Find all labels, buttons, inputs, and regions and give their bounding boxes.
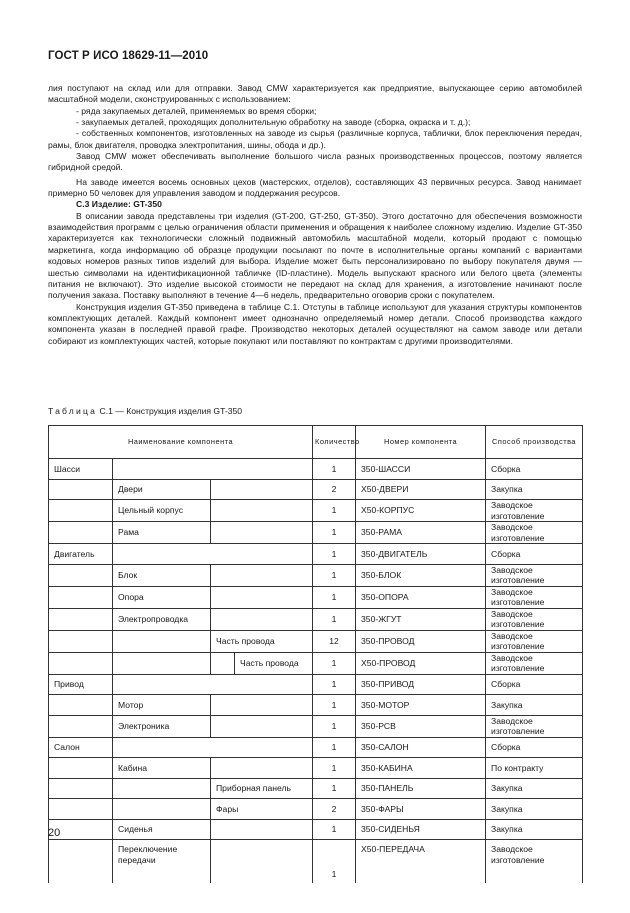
production-method-cell: Закупка [486, 799, 583, 820]
production-method-cell: Заводское изготовление [486, 652, 583, 674]
table-row [49, 564, 583, 586]
indent-cell [211, 758, 313, 779]
indent-cell [211, 715, 313, 737]
production-method-cell: Заводское изготовление [486, 586, 583, 608]
table-row [49, 674, 583, 695]
indent-cell [49, 758, 113, 779]
paragraph: лия поступают на склад или для отправки. Завод CMW характеризуется как предприятие, выпускающее серию автомобилей масштабной модели, сконструированных с использованием: [48, 83, 582, 105]
indent-cell [113, 652, 211, 674]
paragraph: Завод CMW может обеспечивать выполнение большого числа разных производственных процессов, поэтому является гибридной средой. [48, 151, 582, 173]
part-number-cell: 350-СИДЕНЬЯ [356, 819, 486, 840]
list-item: - ряда закупаемых деталей, применяемых во время сборки; [76, 105, 317, 116]
production-method-cell: Заводское изготовление [486, 608, 583, 630]
table-row [49, 500, 583, 522]
part-number-cell: 350-ЖГУТ [356, 608, 486, 630]
indent-cell [49, 652, 113, 674]
production-method-cell: Заводское изготовление [486, 522, 583, 544]
part-number-cell: 350-ПРИВОД [356, 674, 486, 695]
component-name: Блок [113, 564, 211, 586]
table-caption [48, 406, 242, 416]
table-row [49, 544, 583, 565]
production-method-cell: По контракту [486, 758, 583, 779]
list-item: - собственных компонентов, изготовленных на заводе из сырья (различные корпуса, таблички, блок переключения передач, рамы, блок двигателя, проводка электропитания, шины, обода и др.). [48, 128, 582, 150]
component-name: Мотор [113, 695, 211, 716]
indent-cell [49, 479, 113, 500]
indent-cell [211, 564, 313, 586]
part-number-cell: 350-ОПОРА [356, 586, 486, 608]
indent-cell [211, 819, 313, 840]
indent-cell [113, 630, 211, 652]
component-name: Электропроводка [113, 608, 211, 630]
indent-cell [211, 479, 313, 500]
indent-cell [49, 522, 113, 544]
component-name: Часть провода [235, 652, 313, 674]
production-method-cell: Сборка [486, 544, 583, 565]
part-number-cell: 350-ФАРЫ [356, 799, 486, 820]
paragraph: На заводе имеется восемь основных цехов (мастерских, отделов), составляющих 43 первичных ресурса. Завод нанимает примерно 50 человек для управления заводом и поддержания ресурсов. [48, 176, 582, 199]
indent-cell [211, 652, 235, 674]
header-component-name: Наименование компонента [49, 426, 313, 459]
table-row [49, 522, 583, 544]
quantity-cell: 2 [313, 799, 356, 820]
indent-cell [211, 586, 313, 608]
quantity-cell: 1 [313, 737, 356, 758]
production-method-cell: Сборка [486, 674, 583, 695]
table-row [49, 630, 583, 652]
table-row [49, 819, 583, 840]
production-method-cell: Закупка [486, 695, 583, 716]
page-number: 20 [48, 827, 61, 839]
indent-cell [113, 737, 313, 758]
component-name: Кабина [113, 758, 211, 779]
quantity-cell: 1 [313, 586, 356, 608]
part-number-cell: 350-РСВ [356, 715, 486, 737]
component-name: Двери [113, 479, 211, 500]
part-number-cell: 350-БЛОК [356, 564, 486, 586]
production-method-cell: Закупка [486, 819, 583, 840]
quantity-cell: 1 [313, 778, 356, 799]
table-row [49, 737, 583, 758]
production-method-cell: Заводское изготовление [486, 564, 583, 586]
part-number-cell: 350-РАМА [356, 522, 486, 544]
production-method-cell: Сборка [486, 459, 583, 480]
indent-cell [211, 840, 313, 884]
quantity-cell: 12 [313, 630, 356, 652]
quantity-cell: 1 [313, 840, 356, 884]
table-row [49, 459, 583, 480]
indent-cell [211, 695, 313, 716]
component-name: Двигатель [49, 544, 113, 565]
indent-cell [49, 695, 113, 716]
production-method-cell: Заводское изготовление [486, 715, 583, 737]
header-part-number: Номер компонента [356, 426, 486, 459]
quantity-cell: 1 [313, 652, 356, 674]
quantity-cell: 2 [313, 479, 356, 500]
table-caption-prefix: Таблица [48, 406, 98, 416]
part-number-cell: Х50-КОРПУС [356, 500, 486, 522]
part-number-cell: 350-ДВИГАТЕЛЬ [356, 544, 486, 565]
component-name: Цельный корпус [113, 500, 211, 522]
component-name: Салон [49, 737, 113, 758]
quantity-cell: 1 [313, 674, 356, 695]
indent-cell [49, 564, 113, 586]
paragraph: В описании завода представлены три изделия (GT-200, GT-250, GT-350). Этого достаточно для обеспечения возможности взаимодействия программ с целью ограничения области применения и обращения к наиболее сложному изделию. Изделие GT-350 характеризуется как технологически сложный подвижный автомобиль масштабной модели, который продают с помощью маркетинга, когда информацию об образце продукции посылают по почте в исполнительные органы компаний с вариантами кодовых номеров разных типов изделий для выбора. Изделие может быть персонализировано по выбору покупателя двумя — шестью символами на идентификационной табличке (ID-пластине). Модель выпускают красного или белого цвета (элементы питания не включают). Это изделие высокой стоимости не передают на склад для хранения, а изготовление начинают после получения заказа. Поставку выполняют в течение 4—6 недель, предварительно оговорив сроки с покупателем. [48, 210, 582, 301]
table-row [49, 799, 583, 820]
part-number-cell: Х50-ДВЕРИ [356, 479, 486, 500]
paragraph: Конструкция изделия GT-350 приведена в таблице С.1. Отступы в таблице используют для указания структуры компонентов комплектующих деталей. Каждый компонент имеет однозначно определяемый номер детали. Способ производства каждого компонента указан в последней правой графе. Производство некоторых деталей осуществляют на самом заводе или детали собирают из комплектующих частей, которые покупают или поставляют по контрактам с другими производителями. [48, 301, 582, 346]
indent-cell [113, 544, 313, 565]
table-row [49, 778, 583, 799]
header-production-method: Способ производства [486, 426, 583, 459]
part-number-cell: Х50-ПЕРЕДАЧА [356, 840, 486, 884]
header-quantity: Количество [313, 426, 356, 459]
indent-cell [49, 840, 113, 884]
indent-cell [211, 500, 313, 522]
table-row [49, 586, 583, 608]
component-name: Привод [49, 674, 113, 695]
indent-cell [113, 799, 211, 820]
indent-cell [49, 799, 113, 820]
production-method-cell: Заводское изготовление [486, 500, 583, 522]
quantity-cell: 1 [313, 695, 356, 716]
component-name: Сиденья [113, 819, 211, 840]
production-method-cell: Закупка [486, 778, 583, 799]
part-number-cell: 350-МОТОР [356, 695, 486, 716]
component-name: Приборная панель [211, 778, 313, 799]
component-name: Опора [113, 586, 211, 608]
quantity-cell: 1 [313, 544, 356, 565]
table-row [49, 652, 583, 674]
part-number-cell: 350-КАБИНА [356, 758, 486, 779]
indent-cell [113, 778, 211, 799]
indent-cell [49, 586, 113, 608]
production-method-cell: Заводское изготовление [486, 840, 583, 884]
indent-cell [49, 608, 113, 630]
construction-table [48, 425, 583, 883]
quantity-cell: 1 [313, 459, 356, 480]
indent-cell [49, 715, 113, 737]
component-name: Переключение передачи [113, 840, 211, 884]
list-item: - закупаемых деталей, проходящих дополнительную обработку на заводе (сборка, окраска и т. д.); [76, 117, 471, 128]
table-row [49, 758, 583, 779]
quantity-cell: 1 [313, 819, 356, 840]
table-caption-title: С.1 — Конструкция изделия GT-350 [97, 406, 243, 416]
indent-cell [49, 630, 113, 652]
indent-cell [49, 778, 113, 799]
table-row [49, 608, 583, 630]
table-row [49, 840, 583, 884]
part-number-cell: 350-ШАССИ [356, 459, 486, 480]
production-method-cell: Сборка [486, 737, 583, 758]
component-name: Фары [211, 799, 313, 820]
indent-cell [113, 459, 313, 480]
component-name: Часть провода [211, 630, 313, 652]
quantity-cell: 1 [313, 500, 356, 522]
part-number-cell: 350-САЛОН [356, 737, 486, 758]
production-method-cell: Заводское изготовление [486, 630, 583, 652]
table-row [49, 695, 583, 716]
table-header-row [49, 426, 583, 459]
part-number-cell: 350-ПРОВОД [356, 630, 486, 652]
indent-cell [113, 674, 313, 695]
table-row [49, 479, 583, 500]
quantity-cell: 1 [313, 564, 356, 586]
indent-cell [49, 500, 113, 522]
indent-cell [211, 608, 313, 630]
part-number-cell: 350-ПАНЕЛЬ [356, 778, 486, 799]
production-method-cell: Закупка [486, 479, 583, 500]
quantity-cell: 1 [313, 608, 356, 630]
indent-cell [211, 522, 313, 544]
component-name: Рама [113, 522, 211, 544]
body-text [48, 83, 582, 347]
quantity-cell: 1 [313, 715, 356, 737]
part-number-cell: Х50-ПРОВОД [356, 652, 486, 674]
document-header: ГОСТ Р ИСО 18629-11—2010 [48, 50, 209, 62]
quantity-cell: 1 [313, 522, 356, 544]
section-heading: С.3 Изделие: GT-350 [76, 199, 162, 210]
quantity-cell: 1 [313, 758, 356, 779]
component-name: Электроника [113, 715, 211, 737]
component-name: Шасси [49, 459, 113, 480]
table-row [49, 715, 583, 737]
